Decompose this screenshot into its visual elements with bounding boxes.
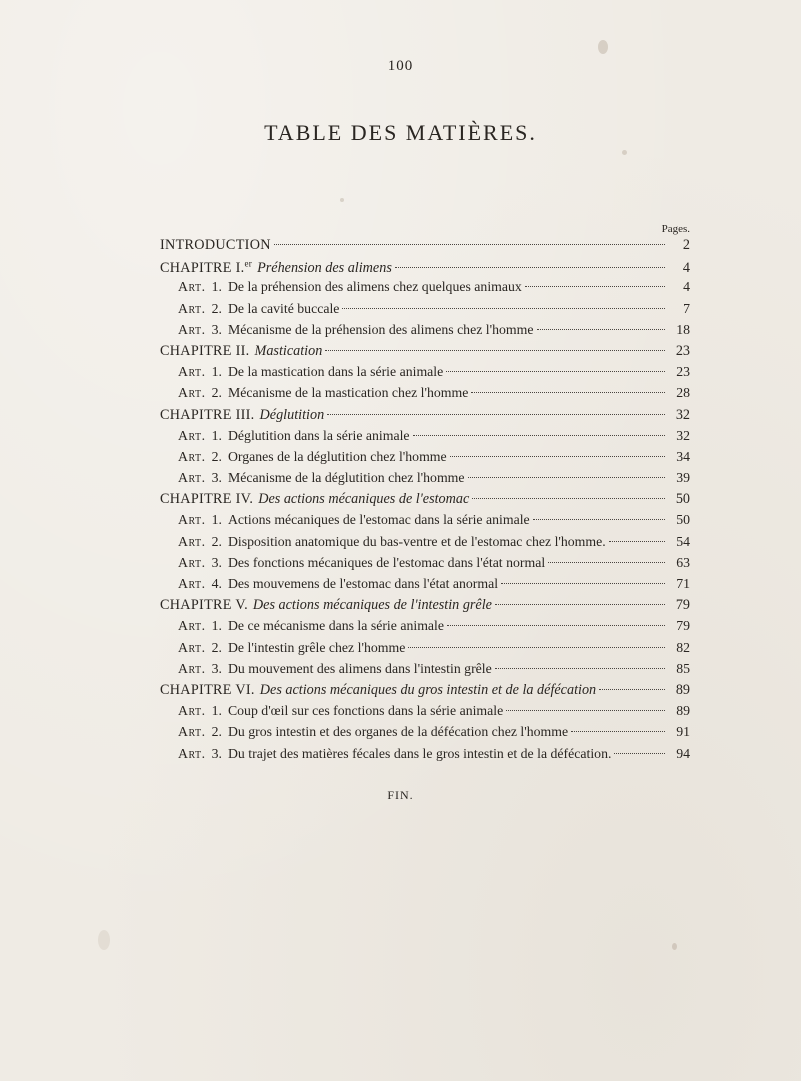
toc-article-entry: [160, 470, 690, 491]
article-prefix: Art.: [178, 279, 206, 295]
toc-entry-label: [178, 279, 522, 295]
article-title: Mécanisme de la déglutition chez l'homme: [227, 470, 465, 486]
article-number: 2.: [211, 724, 222, 740]
dot-leader: [468, 477, 665, 478]
dot-leader: [342, 308, 665, 309]
pages-column-label: Pages.: [661, 223, 690, 235]
toc-entry-label: [178, 449, 447, 465]
toc-page-number: 91: [676, 724, 690, 740]
toc-entry-label: [178, 512, 530, 528]
toc-article-entry: [160, 534, 690, 555]
chapter-title: Des actions mécaniques de l'intestin grêle: [252, 597, 492, 614]
toc-article-entry: [160, 576, 690, 597]
toc-page-number: 18: [676, 321, 690, 337]
section-label: INTRODUCTION: [160, 237, 271, 253]
dot-leader: [450, 456, 665, 457]
dot-leader: [408, 647, 665, 648]
article-number: 4.: [211, 576, 222, 591]
toc-entry-label: [178, 724, 568, 740]
dot-leader: [395, 267, 665, 268]
article-prefix: Art.: [178, 512, 206, 528]
chapter-label: CHAPITRE I.$^{er}$: [160, 258, 253, 276]
dot-leader: [506, 710, 665, 711]
article-number: 1.: [211, 512, 222, 528]
article-title: De ce mécanisme dans la série animale: [227, 618, 445, 634]
toc-entry-label: [160, 237, 271, 254]
toc-entry-label: [160, 491, 469, 508]
article-number: 1.: [211, 427, 222, 443]
paper-stain: [622, 150, 627, 155]
toc-page-number: 85: [676, 660, 690, 676]
article-prefix: Art.: [178, 745, 206, 761]
toc-entry-label: [178, 428, 410, 444]
article-title: Mécanisme de la préhension des alimens chez l'homme: [227, 321, 534, 337]
article-prefix: Art.: [178, 470, 206, 486]
toc-page-number: 82: [676, 639, 690, 655]
chapter-label: CHAPITRE II.: [160, 342, 250, 359]
article-number: 1.: [211, 364, 222, 380]
toc-page-number: 39: [676, 470, 690, 486]
article-title: Mécanisme de la mastication chez l'homme: [227, 385, 469, 401]
article-title: Coup d'œil sur ces fonctions dans la série animale: [227, 703, 504, 719]
toc-page-number: 54: [676, 533, 690, 549]
table-of-contents: [160, 237, 690, 767]
toc-article-entry: [160, 322, 690, 343]
article-title: Actions mécaniques de l'estomac dans la série animale: [227, 512, 530, 528]
paper-stain: [98, 930, 110, 950]
dot-leader: [413, 435, 665, 436]
article-number: 2.: [211, 448, 222, 464]
article-prefix: Art.: [178, 639, 206, 655]
toc-page-number: 34: [676, 448, 690, 464]
article-number: 3.: [211, 321, 222, 337]
paper-stain: [340, 198, 344, 202]
toc-article-entry: [160, 449, 690, 470]
dot-leader: [495, 604, 665, 605]
toc-page-number: 50: [675, 491, 690, 508]
toc-article-entry: [160, 364, 690, 385]
chapter-label: CHAPITRE IV.: [160, 491, 254, 508]
toc-article-entry: [160, 746, 690, 767]
article-title: Organes de la déglutition chez l'homme: [227, 448, 447, 464]
toc-article-entry: [160, 385, 690, 406]
article-number: 2.: [211, 533, 222, 549]
chapter-title: Préhension des alimens: [257, 259, 392, 276]
article-prefix: Art.: [178, 364, 206, 380]
toc-page-number: 32: [676, 427, 690, 443]
dot-leader: [447, 625, 665, 626]
article-prefix: Art.: [178, 427, 206, 443]
article-title: De la mastication dans la série animale: [227, 364, 444, 380]
toc-entry-label: [178, 322, 534, 338]
toc-page-number: 32: [675, 406, 690, 423]
toc-entry-label: [178, 618, 444, 634]
article-number: 3.: [211, 470, 222, 486]
dot-leader: [325, 350, 665, 351]
toc-page-number: 23: [675, 342, 690, 359]
toc-entry-label: [178, 703, 503, 719]
toc-entry-label: [178, 661, 492, 677]
article-title: Du trajet des matières fécales dans le gros intestin et de la défécation.: [227, 745, 612, 761]
article-title: Du mouvement des alimens dans l'intestin grêle: [227, 660, 492, 676]
dot-leader: [327, 414, 665, 415]
article-title: Des fonctions mécaniques de l'estomac dans l'état normal: [227, 554, 546, 570]
article-number: 2.: [211, 300, 222, 316]
toc-article-entry: [160, 661, 690, 682]
dot-leader: [472, 498, 665, 499]
toc-entry-label: [160, 407, 324, 424]
chapter-label: CHAPITRE VI.: [160, 681, 255, 698]
toc-chapter-entry: [160, 597, 690, 618]
article-number: 1.: [211, 703, 222, 719]
toc-entry-label: [178, 640, 405, 656]
chapter-title: Mastication: [254, 342, 323, 359]
toc-page-number: 2: [682, 237, 690, 253]
article-prefix: Art.: [178, 300, 206, 316]
toc-page-number: 23: [676, 364, 690, 380]
article-prefix: Art.: [178, 724, 206, 740]
ordinal-superscript: er: [244, 258, 253, 269]
toc-chapter-entry: [160, 258, 690, 279]
dot-leader: [501, 583, 665, 584]
toc-entry-label: [178, 385, 468, 401]
chapter-title: Des actions mécaniques de l'estomac: [258, 491, 470, 508]
toc-entry-label: [160, 682, 596, 699]
toc-chapter-entry: [160, 343, 690, 364]
dot-leader: [599, 689, 665, 690]
toc-chapter-entry: [160, 682, 690, 703]
article-title: Déglutition dans la série animale: [227, 427, 410, 443]
dot-leader: [525, 286, 665, 287]
toc-article-entry: [160, 555, 690, 576]
toc-article-entry: [160, 724, 690, 745]
toc-article-entry: [160, 279, 690, 300]
page-number: 100: [387, 58, 414, 74]
toc-page-number: 94: [676, 745, 690, 761]
page-title: TABLE DES MATIÈRES.: [264, 120, 537, 145]
toc-page-number: 7: [683, 300, 690, 316]
toc-page-number: 4: [682, 259, 690, 276]
dot-leader: [471, 392, 665, 393]
article-title: De l'intestin grêle chez l'homme: [227, 639, 406, 655]
toc-page-number: 89: [676, 703, 690, 719]
toc-article-entry: [160, 301, 690, 322]
article-number: 2.: [211, 639, 222, 655]
article-title: Du gros intestin et des organes de la défécation chez l'homme: [227, 724, 569, 740]
article-title: De la cavité buccale: [227, 300, 340, 316]
toc-article-entry: [160, 703, 690, 724]
dot-leader: [609, 541, 665, 542]
article-prefix: Art.: [178, 576, 206, 591]
dot-leader: [548, 562, 665, 563]
dot-leader: [274, 244, 665, 245]
toc-section-entry: [160, 237, 690, 258]
article-prefix: Art.: [178, 618, 206, 634]
article-prefix: Art.: [178, 703, 206, 719]
article-prefix: Art.: [178, 385, 206, 401]
paper-stain: [598, 40, 608, 54]
toc-entry-label: [178, 555, 545, 571]
dot-leader: [533, 519, 665, 520]
toc-entry-label: [160, 343, 322, 360]
toc-page-number: 71: [676, 576, 690, 591]
toc-article-entry: [160, 640, 690, 661]
dot-leader: [614, 753, 665, 754]
toc-page-number: 79: [676, 618, 690, 634]
article-prefix: Art.: [178, 321, 206, 337]
article-prefix: Art.: [178, 554, 206, 570]
article-prefix: Art.: [178, 448, 206, 464]
toc-chapter-entry: [160, 407, 690, 428]
toc-chapter-entry: [160, 491, 690, 512]
toc-page-number: 28: [676, 385, 690, 401]
chapter-label: CHAPITRE V.: [160, 597, 248, 614]
toc-entry-label: [178, 576, 498, 592]
article-number: 1.: [211, 279, 222, 295]
toc-page-number: 4: [683, 279, 690, 295]
dot-leader: [446, 371, 665, 372]
article-prefix: Art.: [178, 533, 206, 549]
toc-entry-label: [178, 470, 465, 486]
toc-page-number: 63: [676, 554, 690, 570]
article-number: 1.: [211, 618, 222, 634]
toc-page-number: 79: [675, 597, 690, 614]
dot-leader: [571, 731, 665, 732]
toc-entry-label: [178, 301, 339, 317]
article-prefix: Art.: [178, 660, 206, 676]
toc-entry-label: [160, 258, 392, 277]
article-title: Disposition anatomique du bas-ventre et de l'estomac chez l'homme.: [227, 533, 606, 549]
toc-entry-label: [160, 597, 492, 614]
toc-entry-label: [178, 746, 611, 762]
chapter-title: Des actions mécaniques du gros intestin et de la défécation: [259, 681, 597, 698]
article-number: 3.: [211, 660, 222, 676]
article-number: 3.: [211, 554, 222, 570]
article-title: Des mouvemens de l'estomac dans l'état anormal: [227, 576, 499, 591]
dot-leader: [495, 668, 665, 669]
article-number: 3.: [211, 745, 222, 761]
chapter-label: CHAPITRE III.: [160, 406, 255, 423]
end-mark: FIN.: [387, 788, 414, 802]
toc-page-number: 50: [676, 512, 690, 528]
chapter-title: Déglutition: [259, 406, 325, 423]
toc-entry-label: [178, 364, 443, 380]
toc-article-entry: [160, 512, 690, 533]
toc-entry-label: [178, 534, 606, 550]
paper-stain: [672, 943, 677, 950]
toc-article-entry: [160, 428, 690, 449]
dot-leader: [537, 329, 666, 330]
article-number: 2.: [211, 385, 222, 401]
toc-article-entry: [160, 618, 690, 639]
toc-page-number: 89: [675, 681, 690, 698]
article-title: De la préhension des alimens chez quelques animaux: [227, 279, 522, 295]
